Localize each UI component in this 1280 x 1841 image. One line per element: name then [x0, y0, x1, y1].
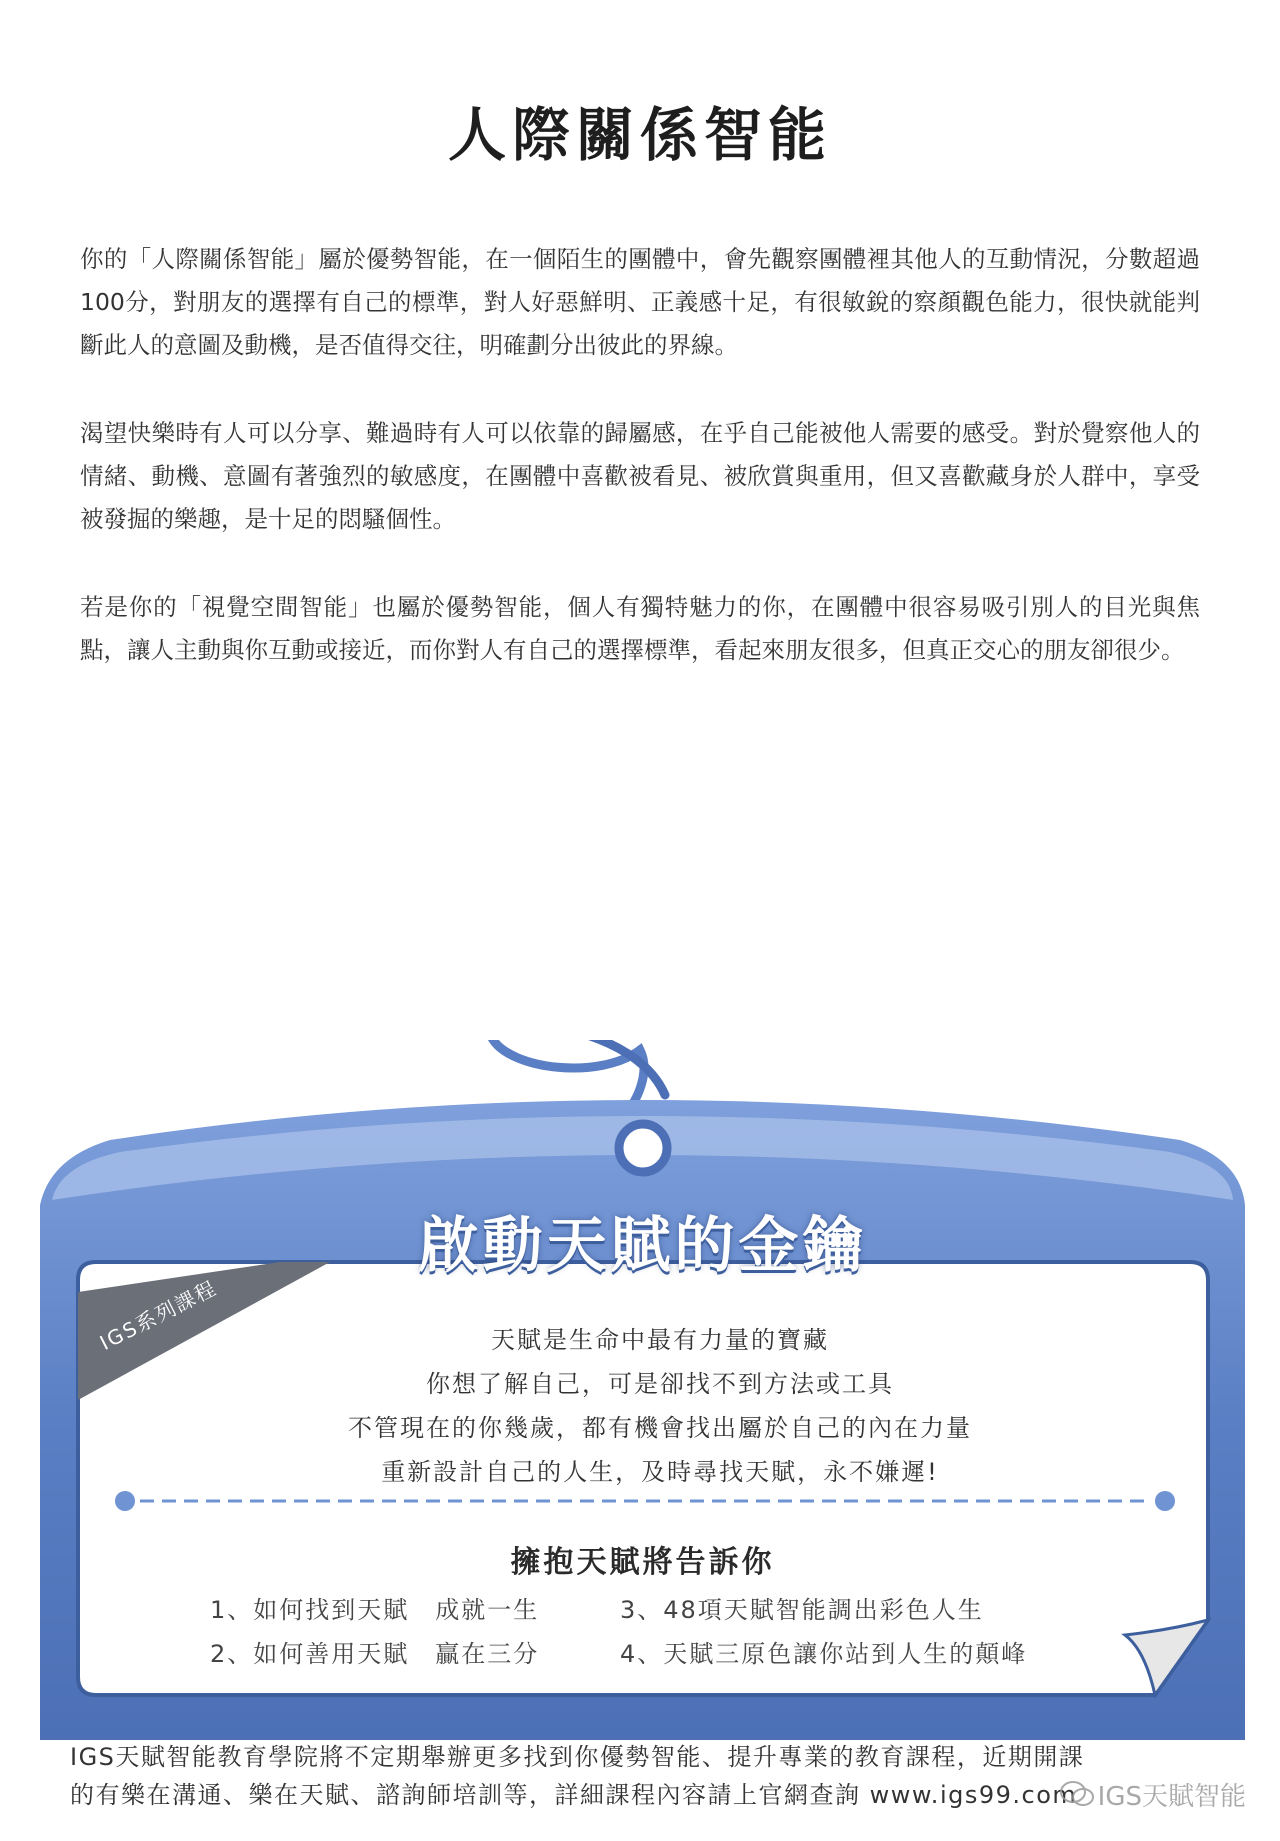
course-card — [40, 1040, 1245, 1740]
ribbon-label: IGS系列課程 — [95, 1275, 221, 1355]
card-line: 你想了解自己，可是卻找不到方法或工具 — [426, 1370, 894, 1398]
paragraph-1: 你的「人際關係智能」屬於優勢智能，在一個陌生的團體中，會先觀察團體裡其他人的互動情況，分數超過100分，對朋友的選擇有自己的標準，對人好惡鮮明、正義感十足，有很敏銳的察顏觀色能力，很快就能判斷此人的意圖及動機，是否值得交往，明確劃分出彼此的界線。 — [80, 245, 1200, 359]
divider-dot-right-icon — [1155, 1491, 1175, 1511]
footer-line-2: 的有樂在溝通、樂在天賦、諮詢師培訓等，詳細課程內容請上官網查詢 www.igs99.com — [70, 1781, 1078, 1809]
benefit-list-right — [620, 1588, 1027, 1676]
card-line: 不管現在的你幾歲，都有機會找出屬於自己的內在力量 — [348, 1414, 972, 1442]
wechat-icon — [1060, 1780, 1094, 1815]
footer-line-1: IGS天賦智能教育學院將不定期舉辦更多找到你優勢智能、提升專業的教育課程，近期開課 — [70, 1743, 1085, 1771]
benefit-list-left — [210, 1588, 539, 1676]
page-title: 人際關係智能 — [447, 101, 832, 169]
list-item: 1、如何找到天賦 成就一生 — [210, 1596, 540, 1624]
divider-dot-left-icon — [115, 1491, 135, 1511]
list-item: 3、48項天賦智能調出彩色人生 — [620, 1596, 984, 1624]
card-line: 天賦是生命中最有力量的寶藏 — [491, 1326, 829, 1354]
card-line: 重新設計自己的人生，及時尋找天賦，永不嫌遲! — [381, 1458, 939, 1486]
paragraph-2: 渴望快樂時有人可以分享、難過時有人可以依靠的歸屬感，在乎自己能被他人需要的感受。對於覺察他人的情緒、動機、意圖有著強烈的敏感度，在團體中喜歡被看見、被欣賞與重用，但又喜歡藏身於人群中，享受被發掘的樂趣，是十足的悶騷個性。 — [80, 419, 1200, 533]
watermark — [1060, 1776, 1246, 1815]
card-intro-lines — [160, 1318, 1160, 1494]
footer-notice — [70, 1738, 1220, 1814]
card-subheading: 擁抱天賦將告訴你 — [510, 1545, 775, 1580]
watermark-text: IGS天賦智能 — [1097, 1782, 1246, 1812]
tag-ring-icon — [619, 1124, 667, 1172]
card-heading: 啟動天賦的金鑰 — [418, 1211, 867, 1281]
list-item: 4、天賦三原色讓你站到人生的顛峰 — [620, 1640, 1028, 1668]
paragraph-3: 若是你的「視覺空間智能」也屬於優勢智能，個人有獨特魅力的你，在團體中很容易吸引別人的目光與焦點，讓人主動與你互動或接近，而你對人有自己的選擇標準，看起來朋友很多，但真正交心的朋友卻很少。 — [80, 593, 1200, 664]
list-item: 2、如何善用天賦 贏在三分 — [210, 1640, 540, 1668]
